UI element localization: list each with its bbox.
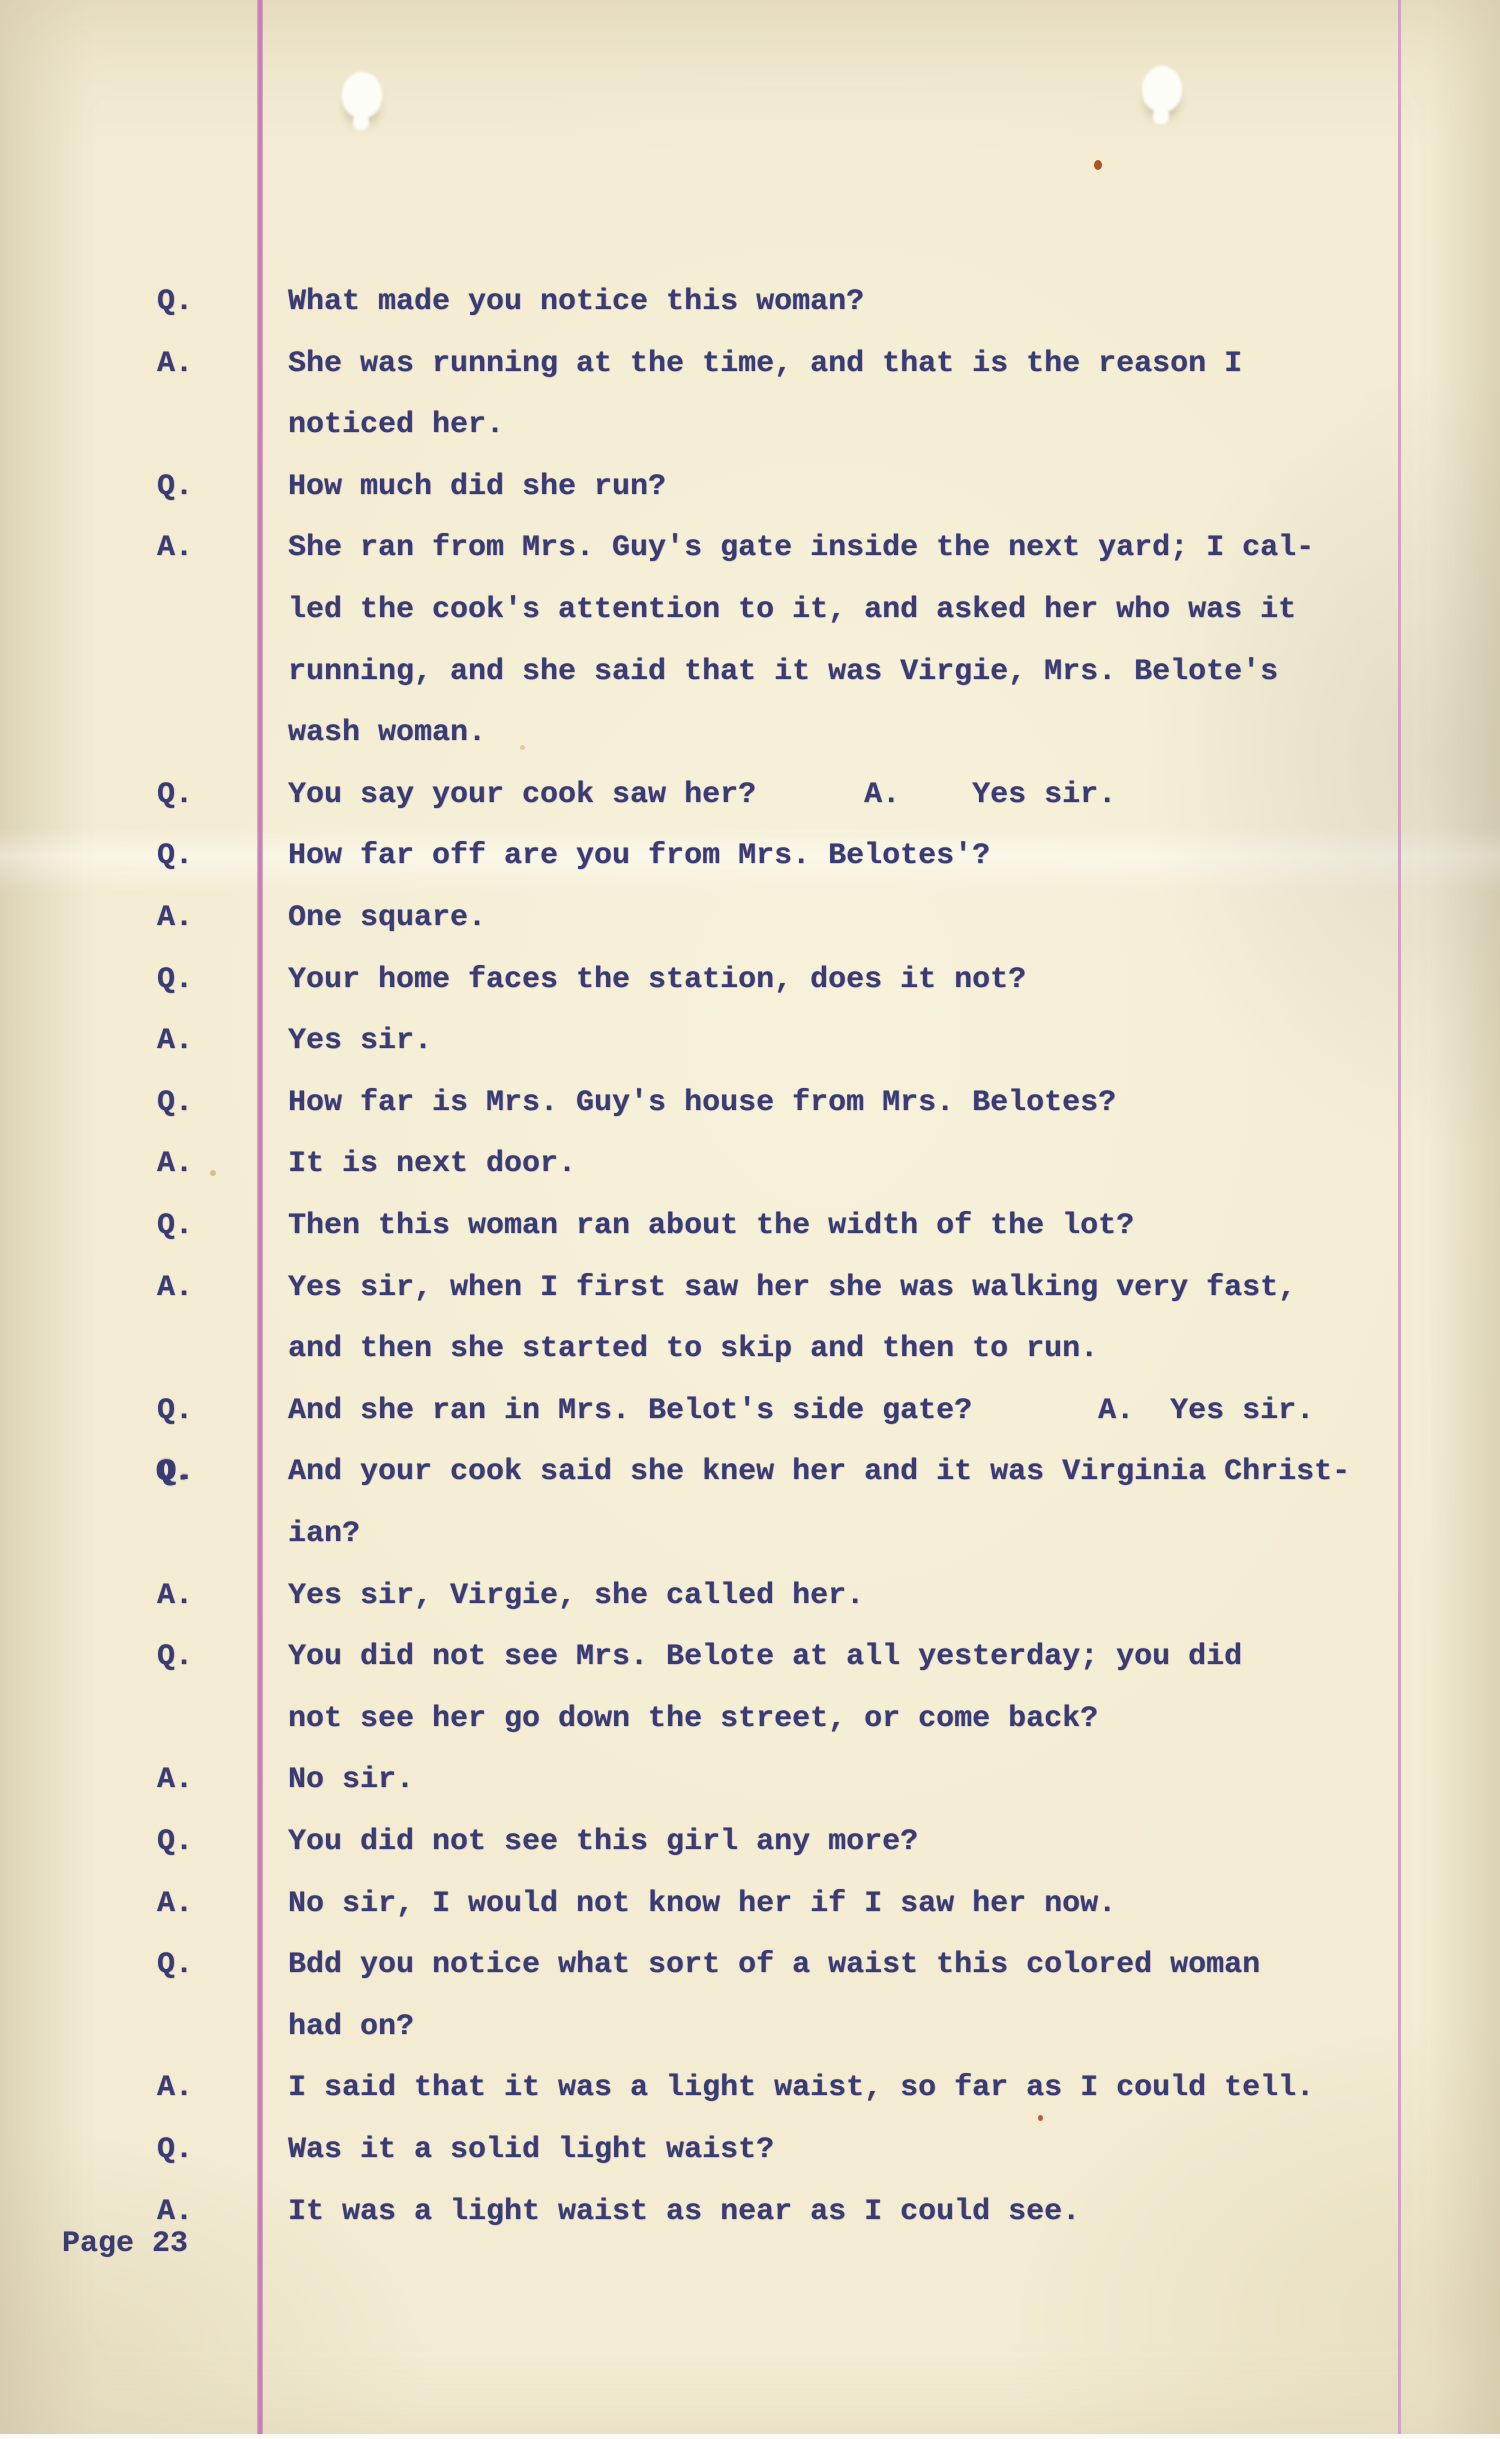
line-text: How far is Mrs. Guy's house from Mrs. Belotes? xyxy=(288,1085,1117,1120)
speaker-label: A. xyxy=(157,1578,194,1613)
line-text: had on? xyxy=(288,2009,415,2044)
line-text: And she ran in Mrs. Belot's side gate? A. Yes sir. xyxy=(288,1393,1315,1428)
line-text: It is next door. xyxy=(288,1147,577,1182)
line-text: led the cook's attention to it, and asked her who was it xyxy=(288,593,1297,627)
speaker-label: Q. xyxy=(157,285,194,319)
transcript-line xyxy=(0,703,1500,765)
transcript-line xyxy=(0,395,1500,457)
speaker-label: A. xyxy=(157,1147,194,1182)
transcript-line xyxy=(0,518,1500,580)
line-text: No sir. xyxy=(288,1763,415,1798)
transcript-line xyxy=(0,1258,1500,1320)
line-text: Your home faces the station, does it not? xyxy=(288,962,1027,997)
transcript-line xyxy=(0,1381,1500,1443)
line-text: What made you notice this woman? xyxy=(288,285,865,319)
line-text: How much did she run? xyxy=(288,469,667,504)
line-text: wash woman. xyxy=(288,716,487,751)
speaker-label: Q. xyxy=(157,1455,194,1490)
transcript-line xyxy=(0,1134,1500,1196)
line-text: Yes sir. xyxy=(288,1024,433,1059)
transcript-line xyxy=(0,1319,1500,1381)
line-text: How far off are you from Mrs. Belotes'? xyxy=(288,839,991,874)
speaker-label: Q. xyxy=(157,2133,194,2167)
transcript-line xyxy=(0,334,1500,396)
line-text: ian? xyxy=(288,1517,361,1551)
transcript-line xyxy=(0,1874,1500,1936)
transcript-line xyxy=(0,1627,1500,1689)
speaker-label: Q. xyxy=(157,469,194,504)
transcript-line xyxy=(0,1504,1500,1566)
line-text: One square. xyxy=(288,901,487,935)
transcript-line xyxy=(0,1997,1500,2059)
speaker-label: Q. xyxy=(157,962,194,997)
line-text: and then she started to skip and then to run. xyxy=(288,1332,1099,1367)
transcript-line xyxy=(0,950,1500,1012)
transcript-line xyxy=(0,2120,1500,2182)
speaker-label: Q. xyxy=(157,1948,194,1983)
speaker-label: A. xyxy=(157,1270,194,1305)
transcript-line xyxy=(0,1011,1500,1073)
speaker-label: A. xyxy=(157,2194,194,2229)
speaker-label: Q. xyxy=(157,1209,194,1243)
transcript-line xyxy=(0,1812,1500,1874)
speaker-label: A. xyxy=(157,346,194,381)
speaker-label: A. xyxy=(157,1886,194,1921)
speaker-label: A. xyxy=(157,1763,194,1798)
line-text: You did not see this girl any more? xyxy=(288,1825,919,1859)
line-text: You say your cook saw her? A. Yes sir. xyxy=(288,777,1117,812)
line-text: No sir, I would not know her if I saw her now. xyxy=(288,1886,1117,1921)
speaker-label: Q. xyxy=(157,1825,194,1859)
transcript-line xyxy=(0,888,1500,950)
transcript-line xyxy=(0,1073,1500,1135)
speaker-label: A. xyxy=(157,901,194,935)
transcript-line xyxy=(0,765,1500,827)
speaker-label: A. xyxy=(157,1024,194,1059)
transcript-line xyxy=(0,1566,1500,1628)
paper-speck xyxy=(1094,160,1102,170)
speaker-label: A. xyxy=(157,2071,194,2106)
transcript-line xyxy=(0,826,1500,888)
line-text: not see her go down the street, or come back? xyxy=(288,1701,1099,1736)
line-text: noticed her. xyxy=(288,408,505,443)
line-text: Was it a solid light waist? xyxy=(288,2133,775,2167)
transcript-line xyxy=(0,272,1500,334)
transcript-line xyxy=(0,1689,1500,1751)
transcript-line xyxy=(0,580,1500,642)
transcript-line xyxy=(0,1196,1500,1258)
transcript-line xyxy=(0,1442,1500,1504)
line-text: She was running at the time, and that is the reason I xyxy=(288,346,1243,381)
line-text: running, and she said that it was Virgie, Mrs. Belote's xyxy=(288,654,1279,689)
speaker-label: Q. xyxy=(157,1085,194,1120)
transcript-line xyxy=(0,457,1500,519)
line-text: It was a light waist as near as I could see. xyxy=(288,2194,1081,2229)
transcript-line xyxy=(0,1750,1500,1812)
line-text: Yes sir, Virgie, she called her. xyxy=(288,1578,865,1613)
speaker-label: Q. xyxy=(157,777,194,812)
transcript-line xyxy=(0,2182,1500,2244)
line-text: She ran from Mrs. Guy's gate inside the next yard; I cal- xyxy=(288,531,1315,566)
line-text: Yes sir, when I first saw her she was walking very fast, xyxy=(288,1270,1297,1305)
line-text: Bdd you notice what sort of a waist this colored woman xyxy=(288,1948,1261,1983)
transcript-line xyxy=(0,642,1500,704)
punch-hole-right xyxy=(1142,66,1182,112)
speaker-label: Q. xyxy=(157,839,194,874)
scan-edge xyxy=(0,2434,1500,2439)
transcript-line xyxy=(0,2058,1500,2120)
transcript-line xyxy=(0,1935,1500,1997)
speaker-label: Q. xyxy=(157,1640,194,1675)
speaker-label: A. xyxy=(157,531,194,566)
line-text: I said that it was a light waist, so far as I could tell. xyxy=(288,2071,1315,2106)
page-number: Page 23 xyxy=(62,2227,189,2261)
line-text: Then this woman ran about the width of the lot? xyxy=(288,1209,1135,1243)
punch-hole-left xyxy=(342,72,382,118)
line-text: And your cook said she knew her and it was Virginia Christ- xyxy=(288,1455,1351,1490)
speaker-label: Q. xyxy=(157,1393,194,1428)
line-text: You did not see Mrs. Belote at all yesterday; you did xyxy=(288,1640,1243,1675)
